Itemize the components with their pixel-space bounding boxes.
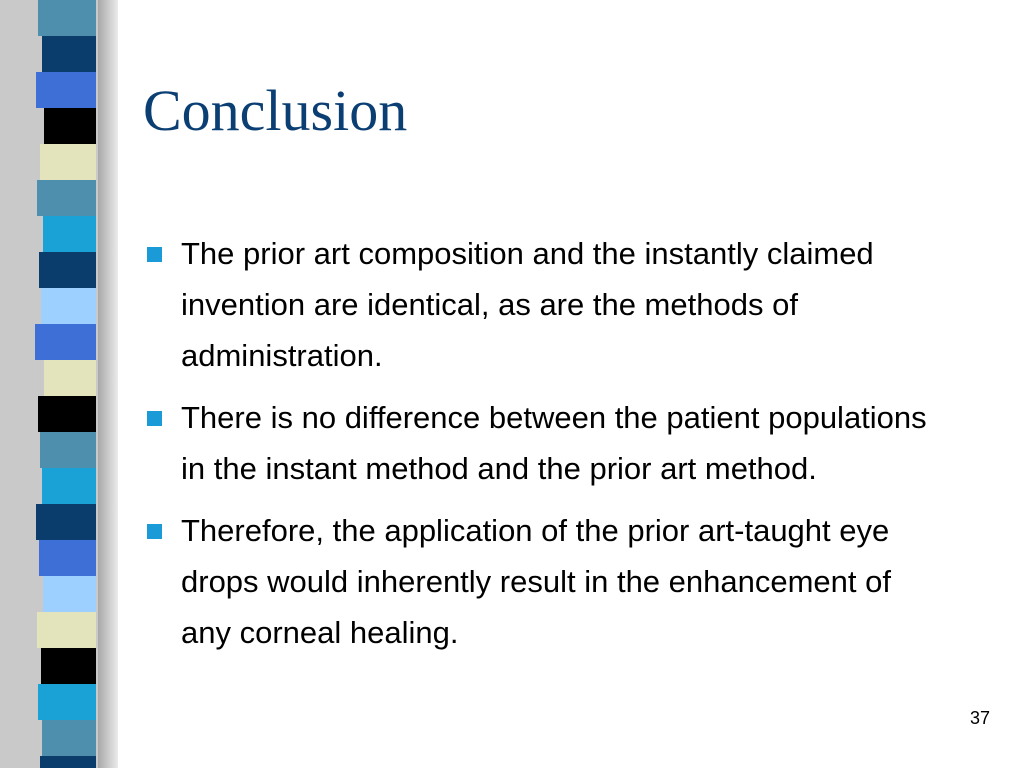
- bullet-item: [146, 505, 946, 658]
- strip-block: [36, 504, 96, 540]
- strip-block: [36, 72, 96, 108]
- square-bullet-icon: [147, 247, 162, 262]
- strip-block: [38, 0, 96, 36]
- strip-block: [40, 144, 96, 180]
- strip-block: [37, 180, 96, 216]
- bullet-list: [146, 228, 946, 669]
- strip-block: [44, 108, 96, 144]
- decorative-side-strip: [0, 0, 118, 768]
- bullet-text: Therefore, the application of the prior art-taught eye drops would inherently result in the enhancement of any corneal healing.: [181, 513, 891, 650]
- strip-block: [40, 756, 96, 768]
- strip-block: [38, 396, 96, 432]
- strip-shadow: [98, 0, 118, 768]
- square-bullet-icon: [147, 411, 162, 426]
- strip-block: [41, 288, 96, 324]
- strip-block: [40, 432, 96, 468]
- page-number: 37: [969, 708, 990, 728]
- strip-block: [43, 216, 96, 252]
- strip-block: [39, 540, 96, 576]
- bullet-item: [146, 392, 946, 494]
- strip-block: [42, 468, 96, 504]
- strip-block: [38, 684, 96, 720]
- bullet-item: [146, 228, 946, 381]
- strip-block: [37, 612, 96, 648]
- strip-block: [44, 360, 96, 396]
- strip-block: [42, 36, 96, 72]
- strip-block: [41, 648, 96, 684]
- square-bullet-icon: [147, 524, 162, 539]
- strip-block: [43, 576, 96, 612]
- bullet-text: There is no difference between the patient populations in the instant method and the prior art method.: [181, 400, 927, 486]
- slide-title: Conclusion: [143, 78, 408, 143]
- strip-block: [42, 720, 96, 756]
- strip-block: [39, 252, 96, 288]
- strip-block: [35, 324, 96, 360]
- bullet-text: The prior art composition and the instantly claimed invention are identical, as are the methods of administration.: [181, 236, 874, 373]
